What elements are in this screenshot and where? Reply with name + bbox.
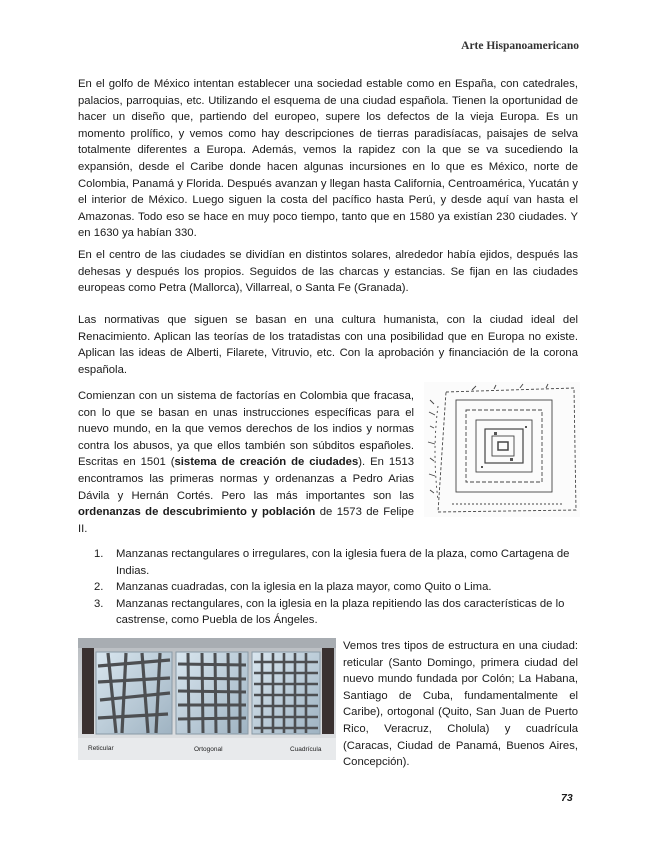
label-ortogonal: Ortogonal [194, 746, 223, 753]
paragraph-factories [78, 388, 414, 537]
list-text: Manzanas rectangulares, con la iglesia en la plaza repitiendo las dos características de lo castrense, como Puebla de los Ángeles. [116, 597, 565, 627]
list-text: Manzanas rectangulares o irregulares, con la iglesia fuera de la plaza, como Cartagena de Indias. [116, 548, 570, 577]
page-number: 73 [561, 792, 573, 804]
bold-term-ordenanzas: ordenanzas de descubrimiento y población [78, 506, 316, 519]
city-structures-photo [78, 638, 336, 760]
list-number: 1. [94, 548, 104, 560]
list-text: Manzanas cuadradas, con la iglesia en la plaza mayor, como Quito o Lima. [116, 581, 492, 594]
city-plan-sketch [424, 382, 580, 517]
paragraph-city-center: En el centro de las ciudades se dividían en distintos solares, alrededor había ejidos, después las dehesas y después los propios. Seguidos de las charcas y estancias. Se fijan en las ciudades europeas como Petra (Mallorca), Villarreal, o Santa Fe (Granada). [78, 249, 578, 295]
paragraph-structure-types: Vemos tres tipos de estructura en una ciudad: reticular (Santo Domingo, primera ciudad del nuevo mundo fundada por Colón; La Habana, Santiago de Cuba, fundamentalmente el Caribe), ortogonal (Quito, San Juan de Puerto Rico, Veracruz, Cholula) y cuadrícula (Caracas, Ciudad de Panamá, Buenos Aires, Concepción). [343, 640, 578, 769]
text-segment: de 1573 de Felipe II. [78, 506, 414, 535]
paragraph-regulations: Las normativas que siguen se basan en una cultura humanista, con la ciudad ideal del Renacimiento. Aplican las teorías de los tratadistas con una posibilidad que en Europa no existe. Aplican las ideas de Alberti, Filarete, Vitruvio, etc. Con la aprobación y financiación de la corona española. [78, 314, 578, 376]
list-number: 3. [94, 597, 104, 610]
panel-ortogonal [176, 652, 248, 734]
list-item [78, 596, 578, 629]
running-header: Arte Hispanoamericano [461, 40, 579, 52]
text-segment: ). En 1513 encontramos las primeras normas y ordenanzas a Pedro Arias Dávila y Hernán Cortés. Pero las más importantes son las [78, 456, 414, 502]
panel-reticular [96, 652, 172, 734]
label-reticular: Reticular [88, 745, 114, 752]
label-cuadricula: Cuadrícula [290, 746, 322, 753]
panel-cuadricula [252, 652, 320, 734]
list-number: 2. [94, 581, 104, 594]
paragraph-gulf-of-mexico: En el golfo de México intentan establecer una sociedad estable como en España, con catedrales, palacios, parroquias, etc. Utilizando el esquema de una ciudad española. Tienen la oportunidad de hacer un diseño que, partiendo del europeo, supere los defectos de la vieja Europa. Es un momento prolífico, y vemos como hay descripciones de tierras paradisíacas, paisajes de selva totalmente diferentes a Europa. Además, vemos la rapidez con la que se va sucediendo la expansión, desde el Caribe donde hacen algunas incursiones en lo que es México, norte de Colombia, Panamá y Florida. Después avanzan y llegan hasta California, Centroamérica, Yucatán y el interior de México. Luego siguen la costa del pacífico hasta Perú, y desde aquí van hasta el Amazonas. Todo eso se hace en muy poco tiempo, tanto que en 1580 ya existían 230 ciudades. Y en 1630 ya habían 330. [78, 78, 578, 240]
text-segment: Comienzan con un sistema de factorías en Colombia que fracasa, con lo que se basan en unas instrucciones específicas para el nuevo mundo, en la que vemos derechos de los indios y normas contra los abusos, ya que ellos también son súbditos españoles. Escritas en 1501 ( [78, 390, 414, 469]
block-types-list [78, 546, 578, 629]
list-item [78, 546, 578, 579]
list-item [78, 579, 578, 596]
bold-term-sistema: sistema de creación de ciudades [174, 456, 359, 469]
